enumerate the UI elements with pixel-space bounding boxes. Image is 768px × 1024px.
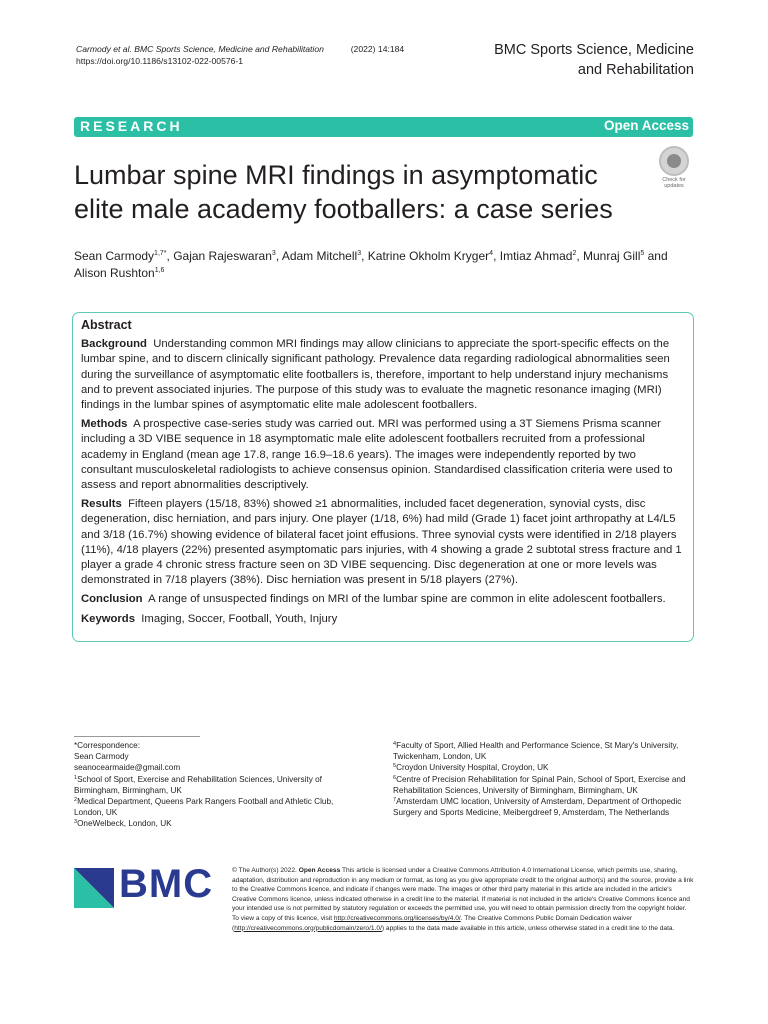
footnote-item: [393, 796, 693, 818]
running-header-citation: [76, 43, 404, 67]
license-body-3: ) applies to the data made available in this article, unless otherwise stated in a credit line to the data.: [381, 924, 675, 932]
methods-text: A prospective case-series study was carried out. MRI was performed using a 3T Siemens Prisma scanner including a 3D VIBE sequence in 18 asymptomatic male elite adolescent footballers recruited from a professional academy in England (mean age 17.8, range 16.9–18.6 years). The images were independently reported by two consultant musculoskeletal radiologists to achieve consensus opinion. Standardised classification criteria were used to assess and report abnormalities descriptively.: [81, 418, 673, 492]
author-name[interactable]: Gajan Rajeswaran: [173, 249, 272, 263]
check-for-updates-icon: [659, 146, 689, 176]
author-name[interactable]: Alison Rushton: [74, 266, 155, 280]
license-notice: [232, 866, 694, 933]
article-title-line2: elite male academy footballers: a case series: [74, 194, 613, 224]
footnote-divider: [74, 736, 200, 737]
abstract-conclusion: [81, 592, 686, 607]
author-name[interactable]: Adam Mitchell: [281, 249, 358, 263]
author-separator: ,: [361, 249, 368, 263]
author-name[interactable]: Munraj Gill: [583, 249, 641, 263]
bmc-logo-text: BMC: [119, 862, 214, 906]
footnote-item: [74, 796, 364, 818]
author-affiliation-marker: 1,6: [154, 267, 165, 274]
section-band: [74, 117, 693, 137]
bmc-logo-mark-icon: [74, 868, 114, 908]
check-for-updates-button[interactable]: [656, 146, 692, 189]
citation-year: (2022) 14:184: [350, 44, 405, 54]
abstract-keywords: [81, 612, 686, 627]
footnote-marker: 2: [74, 797, 78, 804]
footnote-marker: 7: [393, 797, 397, 804]
keywords-text: Imaging, Soccer, Football, Youth, Injury: [141, 612, 338, 625]
author-affiliation-marker: 2: [572, 250, 577, 257]
author-separator: and: [644, 249, 668, 263]
license-open-access: Open Access: [298, 867, 341, 874]
journal-name-line2: and Rehabilitation: [577, 62, 694, 78]
author-separator: ,: [275, 249, 282, 263]
footnote-text: Medical Department, Queens Park Rangers Football and Athletic Club, London, UK: [74, 797, 334, 818]
footnote-text: Croydon University Hospital, Croydon, UK: [396, 763, 549, 773]
background-text: Understanding common MRI findings may allow clinicians to appreciate the sport-specific effects on the lumbar spine, and to discern clinically significant pathology. Prevalence data regarding radiological abnormalities seen during the surveillance of asymptomatic elite footballers is, therefore, important to help understand injury mechanisms and to prevent associated injuries. The purpose of this study was to evaluate the magnetic resonance imaging (MRI) findings in the lumbar spines of asymptomatic elite male adolescent footballers.: [81, 338, 670, 412]
abstract-results: [81, 497, 686, 588]
footnote-item: [393, 762, 693, 773]
journal-name: [494, 40, 694, 80]
author-affiliation-marker: 5: [640, 250, 645, 257]
open-access-label: Open Access: [603, 118, 689, 133]
footnote-text: OneWelbeck, London, UK: [77, 819, 172, 829]
author-list: [74, 248, 694, 282]
abstract-methods: [81, 417, 686, 493]
check-updates-line2: updates: [664, 183, 684, 189]
author-affiliation-marker: 3: [357, 250, 362, 257]
footnote-item: [74, 818, 364, 829]
footnote-item: *Correspondence:: [74, 741, 140, 750]
journal-name-line1: BMC Sports Science, Medicine: [494, 42, 694, 58]
author-affiliation-marker: 3: [271, 250, 276, 257]
footnotes-right: [393, 740, 693, 818]
abstract: [81, 318, 686, 631]
footnote-text: School of Sport, Exercise and Rehabilitation Sciences, University of Birmingham, Birmingham, UK: [74, 774, 322, 795]
results-label: Results: [81, 498, 122, 511]
footnote-text: Amsterdam UMC location, University of Amsterdam, Department of Orthopedic Surgery and Sports Medicine, Meibergdreef 9, Amsterdam, The Netherlands: [393, 797, 682, 818]
footnotes-left: [74, 740, 364, 830]
author-separator: ,: [166, 249, 174, 263]
footnote-text: Faculty of Sport, Allied Health and Performance Science, St Mary's University, Twickenham, London, UK: [393, 741, 679, 762]
conclusion-text: A range of unsuspected findings on MRI of the lumbar spine are common in elite adolescent footballers.: [148, 593, 666, 606]
footnote-item: Sean Carmody: [74, 752, 129, 762]
footnote-item: seanocearmaide@gmail.com: [74, 763, 181, 773]
license-copyright: © The Author(s) 2022.: [232, 867, 297, 874]
results-text: Fifteen players (15/18, 83%) showed ≥1 abnormalities, included facet degeneration, synovial cysts, disc degeneration, disc herniation, and pars injury. One player (1/18, 6%) had mild (Grade 1) facet joint arthropathy at L4/L5 and 3/18 (16.7%) showing evidence of bilateral facet joint effusions. Three synovial cysts were identified in 2/18 players (11%), 4/18 players (22%) presented asymptomatic pars injuries, with 4 showing a grade 2 subtotal stress fracture and 1 player a grade 4 chronic stress fracture seen on 3D VIBE sequencing. Disc degeneration at one or more levels was demonstrated in 7/18 players (38%). Disc herniation was present in 5/18 players (27%).: [81, 498, 682, 587]
article-title: [74, 158, 634, 226]
check-updates-line1: Check for: [662, 177, 686, 183]
author-separator: ,: [493, 249, 500, 263]
license-body-2: . The Creative Commons Public Domain Dedication waiver (: [232, 914, 633, 932]
footnote-item: [393, 774, 693, 796]
footnote-item: [74, 774, 364, 796]
background-label: Background: [81, 338, 147, 351]
footnote-marker: 1: [74, 774, 78, 781]
section-label: RESEARCH: [80, 118, 183, 134]
abstract-background: [81, 337, 686, 413]
author-name[interactable]: Katrine Okholm Kryger: [367, 249, 490, 263]
article-title-line1: Lumbar spine MRI findings in asymptomatic: [74, 160, 598, 190]
abstract-heading: Abstract: [81, 318, 132, 332]
license-body-1: This article is licensed under a Creative Commons Attribution 4.0 International License, which permits use, sharing, adaptation, distribution and reproduction in any medium or format, as long as you give appropriate credit to the original author(s) and the source, provide a link to the Creative Commons licence, and indicate if changes were made. The images or other third party material in this article are included in the article's Creative Commons licence, unless indicated otherwise in a credit line to the material. If material is not included in the article's Creative Commons licence and your intended use is not permitted by statutory regulation or exceeds the permitted use, you will need to obtain permission directly from the copyright holder. To view a copy of this licence, visit: [232, 867, 694, 922]
conclusion-label: Conclusion: [81, 593, 143, 606]
bmc-logo: [74, 862, 224, 910]
footnote-item: [393, 740, 693, 762]
license-link-cc-by[interactable]: http://creativecommons.org/licenses/by/4.0/: [333, 914, 461, 922]
footnote-marker: 3: [74, 819, 78, 826]
footnote-marker: 5: [393, 763, 397, 770]
author-name[interactable]: Imtiaz Ahmad: [499, 249, 573, 263]
doi-link[interactable]: https://doi.org/10.1186/s13102-022-00576-1: [76, 56, 244, 66]
footnote-marker: 4: [393, 741, 397, 747]
author-affiliation-marker: 4: [489, 250, 494, 257]
license-link-cc0[interactable]: http://creativecommons.org/publicdomain/zero/1.0/: [234, 924, 382, 932]
keywords-label: Keywords: [81, 612, 135, 625]
methods-label: Methods: [81, 418, 128, 431]
footnote-text: Centre of Precision Rehabilitation for Spinal Pain, School of Sport, Exercise and Rehabilitation Sciences, University of Birmingham, Birmingham, UK: [393, 774, 686, 795]
author-separator: ,: [576, 249, 584, 263]
author-affiliation-marker: 1,7*: [154, 250, 167, 257]
citation-authors: Carmody et al. BMC Sports Science, Medicine and Rehabilitation: [76, 44, 324, 54]
author-name[interactable]: Sean Carmody: [74, 249, 155, 263]
footnote-marker: 6: [393, 774, 397, 781]
